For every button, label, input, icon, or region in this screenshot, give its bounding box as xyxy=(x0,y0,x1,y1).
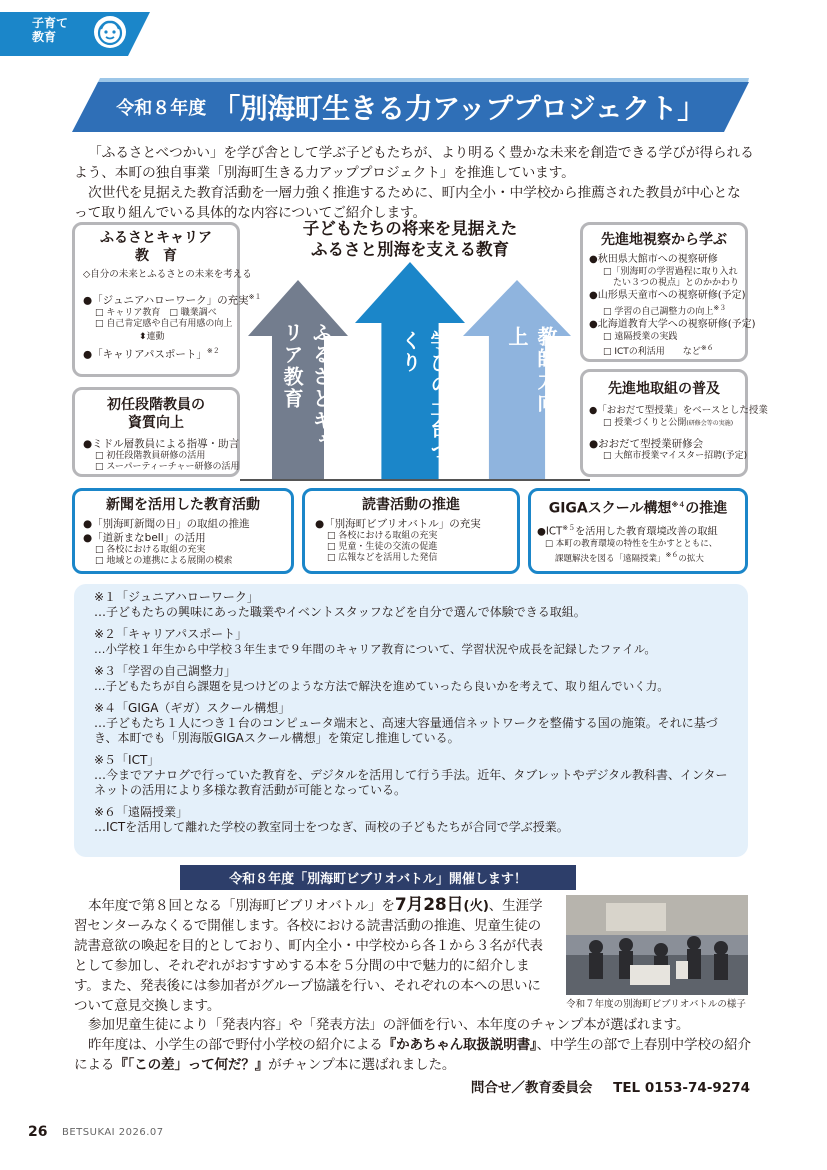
box-reading-sub2: □ 児童・生徒の交流の促進 xyxy=(327,542,438,552)
box-newspaper-item1: ●「別海町新聞の日」の取組の推進 xyxy=(83,518,250,530)
note-1-body: …子どもたちの興味にあった職業やイベントスタッフなどを自分で選んで体験できる取組。 xyxy=(94,605,586,619)
box-spread-title: 先進地取組の普及 xyxy=(608,381,720,397)
box-spread xyxy=(580,369,768,477)
box-site-visit-title: 先進地視察から学ぶ xyxy=(601,232,727,248)
note-5-head: ※５「ICT」 xyxy=(94,753,160,767)
center-heading-line1: 子どもたちの将来を見据えた xyxy=(302,219,518,238)
box-new-teacher-title2: 資質向上 xyxy=(128,415,184,431)
intro-paragraph-2: 次世代を見据えた教育活動を一層力強く推進するために、町内全小・中学校から推薦された教員が中心となって取り組んでいる具体的な内容についてご紹介します。 xyxy=(74,185,741,221)
bibliobattle-p3-lead: 昨年度は、小学生の部で野付小学校の紹介による xyxy=(88,1037,383,1053)
box-spread-item1: ●「おおだて型授業」をベースとした授業 xyxy=(589,405,768,416)
center-heading xyxy=(240,218,580,260)
box-giga-item1 xyxy=(531,521,745,539)
box-career-link xyxy=(75,330,237,344)
note-3-body: …子どもたちが自ら課題を見つけどのような方法で解決を進めていったら良いかを考えて、取り組んでいく力。 xyxy=(94,679,669,693)
box-spread-item2-sub: □ 大館市授業マイスター招聘(予定) xyxy=(603,451,748,461)
note-4-body: …子どもたち１人につき１台のコンピュータ端末と、高速大容量通信ネットワークを整備する国の施策。それに基づき、本町でも「別海版GIGAスクール構想」を策定し推進している。 xyxy=(94,716,718,745)
box-career-title1: ふるさとキャリア xyxy=(100,230,212,246)
category-label-line2: 教育 xyxy=(32,30,57,44)
champion-book-elementary: 『かあちゃん取扱説明書』 xyxy=(382,1037,537,1053)
arrow-teacher-label: 教師力向上 xyxy=(505,326,558,414)
box-new-teacher xyxy=(72,387,240,477)
box-site-visit-item3-sub2 xyxy=(583,343,745,358)
note-3 xyxy=(94,664,736,694)
box-newspaper-title: 新聞を活用した教育活動 xyxy=(106,497,260,513)
contact-info xyxy=(440,1076,750,1096)
box-career-education xyxy=(72,222,262,377)
box-newspaper-sub1: □ 各校における取組の充実 xyxy=(95,545,206,555)
bibliobattle-p1-lead: 本年度で第８回となる「別海町ビブリオバトル」を xyxy=(88,898,395,914)
box-site-visit-item1: ●秋田県大館市への視察研修 xyxy=(589,254,718,265)
box-new-teacher-sub1: □ 初任段階教員研修の活用 xyxy=(95,451,206,461)
arrow-career-label: ふるさとキャリア教育 xyxy=(280,322,333,454)
category-label xyxy=(32,16,82,44)
box-career-item2 xyxy=(75,344,237,362)
box-site-visit-item2-ref: ※３ xyxy=(713,304,727,312)
note-2 xyxy=(94,627,736,657)
bibliobattle-p1-rest: 、生涯学習センターみなくるで開催します。各校における読書活動の推進、児童生徒の読書意欲の喚起を目的としており、町内全小・中学校から各１から３名が代表として参加し、それぞれがおすすめする本を５分間の中で魅力的に紹介します。また、発表後には参加者がグループ協議を行い、それぞれの本への思いについて意見交換します。 xyxy=(74,898,543,1014)
box-reading-item1: ●「別海町ビブリオバトル」の充実 xyxy=(315,518,481,530)
box-reading-sub1: □ 各校における取組の充実 xyxy=(327,531,438,541)
glossary-list xyxy=(94,590,736,835)
child-face-icon xyxy=(92,14,128,50)
note-4-head: ※４「GIGA（ギガ）スクール構想」 xyxy=(94,701,291,715)
event-photo-image xyxy=(566,895,748,995)
box-spread-item1-sub-text: □ 授業づくりと公開 xyxy=(603,418,687,428)
box-career-item2-ref: ※２ xyxy=(206,346,220,355)
bibliobattle-p3-tail: がチャンプ本に選ばれました。 xyxy=(268,1057,456,1073)
note-6-body: …ICTを活用して離れた学校の教室同士をつなぎ、両校の子どもたちが合同で学ぶ授業。 xyxy=(94,820,569,834)
issue-label: BETSUKAI 2026.07 xyxy=(62,1127,164,1138)
note-3-head: ※３「学習の自己調整力」 xyxy=(94,664,237,678)
box-giga-title xyxy=(531,496,745,518)
note-5 xyxy=(94,753,736,798)
box-giga-sub2-ref: ※６ xyxy=(665,551,679,560)
box-career-item1-ref: ※１ xyxy=(248,293,262,301)
box-giga-sub2-text: 課題解決を図る「遠隔授業」 xyxy=(555,553,666,564)
note-6 xyxy=(94,805,736,835)
box-newspaper xyxy=(72,488,294,574)
box-site-visit-item1-sub2: たい３つの視点」とのかかわり xyxy=(613,278,740,288)
bibliobattle-paragraph-1 xyxy=(74,895,552,1016)
box-reading-title: 読書活動の推進 xyxy=(362,497,460,513)
arrow-foundation-label: 学びの土台づくり xyxy=(398,330,451,462)
contact-phone: TEL 0153-74-9274 xyxy=(613,1080,750,1096)
box-career-item1-text: ●「ジュニアハローワーク」の充実 xyxy=(83,294,249,307)
intro-paragraph-1: 「ふるさとべつかい」を学び舎として学ぶ子どもたちが、より明るく豊かな未来を創造できる学びが得られるよう、本町の独自事業「別海町生きる力アッププロジェクト」を推進しています。 xyxy=(74,145,754,181)
box-site-visit-item3-sub1: □ 遠隔授業の実践 xyxy=(603,332,678,342)
box-career-item1-sub2: □ 自己肯定感や自己有用感の向上 xyxy=(95,318,233,329)
box-career-title2: 教 育 xyxy=(135,248,177,264)
box-new-teacher-sub2: □ スーパーティーチャー研修の活用 xyxy=(95,462,240,472)
box-spread-item1-sub-note: (研修会等の実施) xyxy=(686,420,734,427)
bibliobattle-p3-mid: 、中学生の部で上春別中学校の紹介による xyxy=(74,1037,751,1073)
event-weekday: (火) xyxy=(463,898,489,914)
box-giga-sub2-tail: の拡大 xyxy=(678,553,704,564)
box-giga xyxy=(528,488,748,574)
box-giga-item1-tail: を活用した教育環境改善の取組 xyxy=(575,526,718,538)
box-newspaper-sub2: □ 地域との連携による展開の模索 xyxy=(95,556,233,566)
bibliobattle-paragraph-3 xyxy=(74,1035,754,1075)
box-new-teacher-title1: 初任段階教員の xyxy=(107,397,205,413)
box-site-visit-item3-ref: ※６ xyxy=(700,344,714,352)
box-site-visit xyxy=(580,222,756,362)
box-career-item1-sub1: □ キャリア教育 □ 職業調べ xyxy=(95,307,217,318)
box-giga-title-tail: の推進 xyxy=(685,500,728,517)
contact-label: 問合せ／教育委員会 xyxy=(470,1080,593,1096)
box-career-link-text: 連動 xyxy=(146,331,165,342)
box-career-subtitle: ◇自分の未来とふるさとの未来を考える xyxy=(83,269,252,280)
title-banner-text xyxy=(72,84,749,130)
event-photo xyxy=(566,895,748,995)
box-spread-item2: ●おおだて型授業研修会 xyxy=(589,438,704,450)
box-site-visit-item3: ●北海道教育大学への視察研修(予定) xyxy=(589,319,756,330)
box-career-item1 xyxy=(75,290,262,308)
box-new-teacher-item1: ●ミドル層教員による指導・助言 xyxy=(83,438,240,450)
box-site-visit-item2-sub xyxy=(583,303,745,318)
box-career-item2-text: ●「キャリアパスポート」 xyxy=(83,348,207,360)
note-1-head: ※１「ジュニアハローワーク」 xyxy=(94,590,259,604)
box-giga-item1-text: ●ICT xyxy=(537,526,563,538)
box-giga-sub1: □ 本町の教育環境の特性を生かすとともに、 xyxy=(545,539,718,550)
champion-book-junior-high: 『「この差」って何だ？』 xyxy=(114,1057,269,1073)
note-6-head: ※６「遠隔授業」 xyxy=(94,805,189,819)
bibliobattle-paragraph-2: 参加児童生徒により「発表内容」や「発表方法」の評価を行い、本年度のチャンプ本が選ばれます。 xyxy=(88,1017,690,1033)
note-1 xyxy=(94,590,736,620)
box-reading xyxy=(302,488,520,574)
box-newspaper-item2: ●「道新まなbell」の活用 xyxy=(83,532,206,544)
note-5-body: …今までアナログで行っていた教育を、デジタルを活用して行う手法。近年、タブレットやデジタル教科書、インターネットの活用により多様な教育活動が可能となっている。 xyxy=(94,768,728,797)
photo-caption: 令和７年度の別海町ビブリオバトルの様子 xyxy=(566,999,746,1010)
note-4 xyxy=(94,701,736,746)
box-site-visit-item2-sub-text: □ 学習の自己調整力の向上 xyxy=(603,307,714,317)
note-2-body: …小学校１年生から中学校３年生まで９年間のキャリア教育について、学習状況や成長を記録したファイル。 xyxy=(94,642,656,656)
box-giga-title-text: GIGAスクール構想 xyxy=(548,500,672,517)
box-spread-item1-sub xyxy=(583,418,745,429)
box-site-visit-item1-sub1: □「別海町の学習過程に取り入れ xyxy=(603,267,738,277)
banner-year: 令和８年度 xyxy=(116,98,207,119)
box-reading-sub3: □ 広報などを活用した発信 xyxy=(327,553,438,563)
box-giga-title-ref: ※４ xyxy=(671,501,686,509)
bibliobattle-banner: 令和８年度「別海町ビブリオバトル」開催します！ xyxy=(180,865,576,890)
box-site-visit-item3-sub2-text: □ ICTの利活用 など xyxy=(603,347,701,357)
event-date: 7月28日 xyxy=(394,895,464,915)
page-title: 「別海町生きる力アッププロジェクト」 xyxy=(212,92,705,125)
box-giga-item1-ref: ※５ xyxy=(562,523,576,532)
box-giga-sub2 xyxy=(531,550,745,565)
center-heading-line2: ふるさと別海を支える教育 xyxy=(311,240,509,259)
page-number: 26 xyxy=(28,1124,48,1140)
box-site-visit-item2: ●山形県天童市への視察研修(予定) xyxy=(589,290,746,301)
category-label-line1: 子育て xyxy=(32,16,69,30)
note-2-head: ※２「キャリアパスポート」 xyxy=(94,627,248,641)
arrows-baseline xyxy=(240,479,590,481)
double-arrow-icon: ⬍ xyxy=(139,331,147,342)
